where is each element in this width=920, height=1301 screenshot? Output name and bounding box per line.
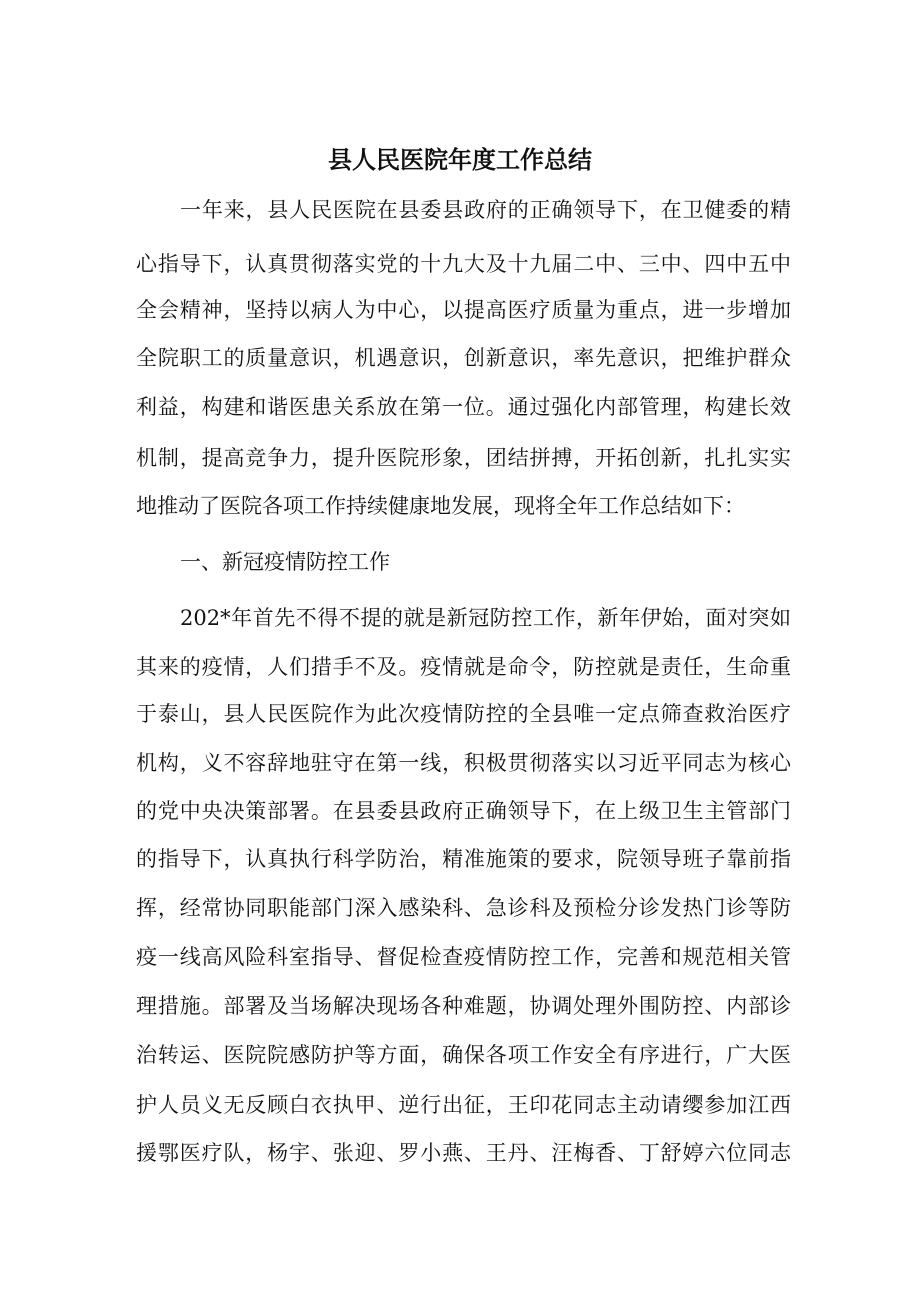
paragraph-line: 治转运、医院院感防护等方面，确保各项工作安全有序进行，广大医: [136, 1043, 791, 1067]
section-heading: 一、新冠疫情防控工作: [180, 550, 390, 574]
paragraph-line: 利益，构建和谐医患关系放在第一位。通过强化内部管理，构建长效: [136, 395, 791, 419]
paragraph-line: 护人员义无反顾白衣执甲、逆行出征，王印花同志主动请缨参加江西: [136, 1093, 791, 1117]
paragraph-line: 的党中央决策部署。在县委县政府正确领导下，在上级卫生主管部门: [136, 799, 791, 823]
paragraph-line: 其来的疫情，人们措手不及。疫情就是命令，防控就是责任，生命重: [136, 655, 791, 679]
paragraph-line: 机构，义不容辞地驻守在第一线，积极贯彻落实以习近平同志为核心: [136, 751, 791, 775]
paragraph-line: 的指导下，认真执行科学防治，精准施策的要求，院领导班子靠前指: [136, 847, 791, 871]
paragraph-line: 理措施。部署及当场解决现场各种难题，协调处理外围防控、内部诊: [136, 994, 791, 1018]
paragraph-line: 202*年首先不得不提的就是新冠防控工作，新年伊始，面对突如: [180, 606, 791, 630]
paragraph-line: 疫一线高风险科室指导、督促检查疫情防控工作，完善和规范相关管: [136, 945, 791, 969]
paragraph-line: 援鄂医疗队，杨宇、张迎、罗小燕、王丹、汪梅香、丁舒婷六位同志: [136, 1141, 791, 1165]
paragraph-line: 心指导下，认真贯彻落实党的十九大及十九届二中、三中、四中五中: [136, 252, 791, 276]
paragraph-line: 于泰山，县人民医院作为此次疫情防控的全县唯一定点筛查救治医疗: [136, 702, 791, 726]
paragraph-line: 一年来，县人民医院在县委县政府的正确领导下，在卫健委的精: [180, 198, 791, 222]
paragraph-line: 地推动了医院各项工作持续健康地发展，现将全年工作总结如下：: [136, 494, 745, 518]
paragraph-line: 机制，提高竞争力，提升医院形象，团结拼搏，开拓创新，扎扎实实: [136, 446, 791, 470]
document-title: 县人民医院年度工作总结: [328, 146, 592, 174]
paragraph-line: 全院职工的质量意识，机遇意识，创新意识，率先意识，把维护群众: [136, 346, 791, 370]
paragraph-line: 全会精神，坚持以病人为中心，以提高医疗质量为重点，进一步增加: [136, 298, 791, 322]
paragraph-line: 挥，经常协同职能部门深入感染科、急诊科及预检分诊发热门诊等防: [136, 896, 791, 920]
